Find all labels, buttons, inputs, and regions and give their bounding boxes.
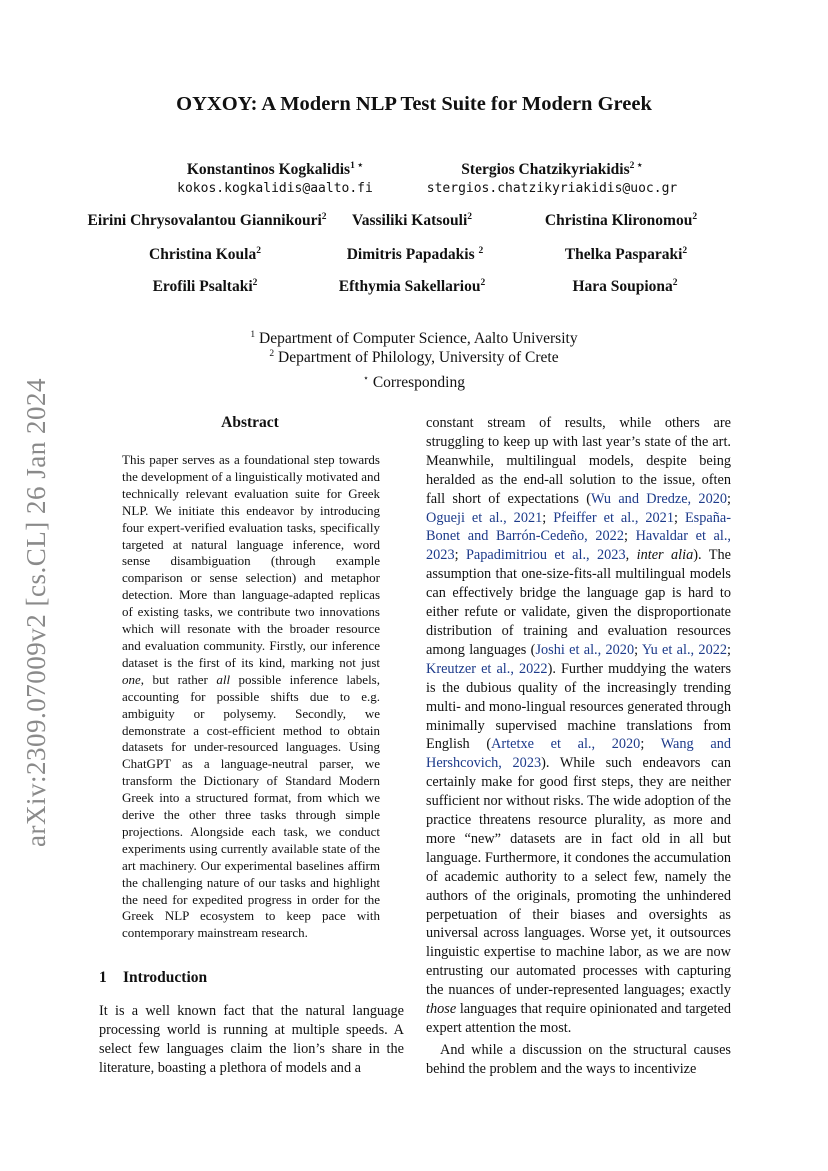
author-papadakis: Dimitris Papadakis $^2$ xyxy=(346,245,484,263)
citation-link[interactable]: Ogueji et al., 2021 xyxy=(426,509,543,526)
paper-title: OYXOY: A Modern NLP Test Suite for Modern Greek xyxy=(176,93,652,115)
intro-paragraph-2: And while a discussion on the structural causes behind the problem and the ways to incentivize xyxy=(426,1041,731,1077)
citation-link[interactable]: Joshi et al., 2020 xyxy=(535,641,635,658)
citation-link[interactable]: Wang and Hershcovich, 2023 xyxy=(426,736,731,772)
citation-link[interactable]: Artetxe et al., 2020 xyxy=(491,736,641,753)
author-koula: Christina Koula$^2$ xyxy=(149,245,261,263)
affiliation-crete: $^2$ Department of Philology, University of Crete xyxy=(269,348,559,366)
author-email[interactable]: kokos.kogkalidis@aalto.fi xyxy=(177,181,373,196)
citation-link[interactable]: España-Bonet and Barrón-Cedeño, 2022 xyxy=(426,509,731,545)
arxiv-id: arXiv:2309.07009v2 [cs.CL] 26 Jan 2024 xyxy=(20,377,51,847)
abstract-paragraph: This paper serves as a foundational step towards the development of a linguistically motivated and technically relevant evaluation suite for Greek NLP. We initiate this endeavor by introducing four expert-verified evaluation tasks, specifically targeted at natural language inference, word sense disambiguation (through example comparison or sense selection) and metaphor detection. More than language-adapted replicas of existing tasks, we contribute two innovations which will resonate with the broader resource and evaluation community. Firstly, our inference dataset is the first of its kind, marking not just one, but rather all possible inference labels, accounting for possible shifts due to e.g. ambiguity or polysemy. Secondly, we demonstrate a cost-efficient method to obtain datasets for under-resourced languages. Using ChatGPT as a language-neutral parser, we transform the Dictionary of Standard Modern Greek into a structured format, from which we derive the other three tasks through simple projections. Alongside each task, we conduct experiments using currently available state of the art machinery. Our experimental baselines affirm the challenging nature of our tasks and highlight the need for expedited progress in order for the Greek NLP ecosystem to keep pace with contemporary mainstream research. xyxy=(122,452,380,941)
author-chatzikyriakidis: Stergios Chatzikyriakidis$^{2 ⋆}$ stergios.chatzikyriakidis@uoc.gr xyxy=(412,160,692,198)
author-klironomou: Christina Klironomou$^2$ xyxy=(544,211,698,229)
citation-link[interactable]: Yu et al., 2022 xyxy=(641,641,728,658)
abstract-body xyxy=(122,452,380,942)
intro-paragraph-continued: constant stream of results, while others are struggling to keep up with last year’s state of the art. Meanwhile, multilingual models, despite being heralded as the end-all solution to the issue, often fall short of expectations (Wu and Dredze, 2020; Ogueji et al., 2021; Pfeiffer et al., 2021; España-Bonet and Barrón-Cedeño, 2022; Havaldar et al., 2023; Papadimitriou et al., 2023, inter alia). The assumption that one-size-fits-all multilingual models can effectively bridge the language gap is hard to either refute or validate, given the disproportionate distribution of training and evaluation resources among languages (Joshi et al., 2020; Yu et al., 2022; Kreutzer et al., 2022). Further muddying the waters is the dubious quality of the increasingly trending multi- and mono-lingual resources generated through minimally supervised machine translations from English (Artetxe et al., 2020; Wang and Hershcovich, 2023). While such endeavors can certainly make for good first steps, they are neither sufficient nor without risks. The wide adoption of the practice threatens resource plurality, as more and more “new” datasets are in fact old in all but language. Furthermore, it condones the accumulation of academic authority to a select few, namely the authors of the originals, promoting the unhindered perpetuation of their biases and oversights as universal across languages. Worse yet, it outsources linguistic expertise to machine labor, as we are now entrusting our automated processes with capturing the nuances of under-represented languages; exactly those languages that require opinionated and targeted expert attention the most. xyxy=(426,415,732,1036)
abstract-heading: Abstract xyxy=(221,414,279,431)
author-giannikouri: Eirini Chrysovalantou Giannikouri$^2$ xyxy=(87,211,327,229)
right-column xyxy=(426,414,731,1079)
author-pasparaki: Thelka Pasparaki$^2$ xyxy=(564,245,688,263)
section-heading-introduction: 1 Introduction xyxy=(99,969,208,986)
intro-left-column xyxy=(99,1002,404,1078)
citation-link[interactable]: Wu and Dredze, 2020 xyxy=(590,490,728,507)
corresponding-note: ⋆ Corresponding xyxy=(363,373,465,391)
author-psaltaki: Erofili Psaltaki$^2$ xyxy=(152,277,258,295)
affiliation-aalto: $^1$ Department of Computer Science, Aalto University xyxy=(250,329,578,347)
citation-link[interactable]: Papadimitriou et al., 2023 xyxy=(465,547,626,564)
author-email[interactable]: stergios.chatzikyriakidis@uoc.gr xyxy=(426,181,678,196)
author-katsouli: Vassiliki Katsouli$^2$ xyxy=(351,211,473,229)
author-sakellariou: Efthymia Sakellariou$^2$ xyxy=(338,277,486,295)
arxiv-stamp xyxy=(16,372,56,852)
citation-link[interactable]: Pfeiffer et al., 2021 xyxy=(553,509,674,526)
intro-paragraph: It is a well known fact that the natural language processing world is running at multiple speeds. A select few languages claim the lion’s share in the literature, boasting a plethora of models and a xyxy=(99,1003,404,1076)
citation-link[interactable]: Havaldar et al., 2023 xyxy=(426,528,732,564)
citation-link[interactable]: Kreutzer et al., 2022 xyxy=(426,660,548,677)
author-kogkalidis: Konstantinos Kogkalidis$^{1 ⋆}$ kokos.kogkalidis@aalto.fi xyxy=(165,160,385,198)
author-soupiona: Hara Soupiona$^2$ xyxy=(572,277,678,295)
